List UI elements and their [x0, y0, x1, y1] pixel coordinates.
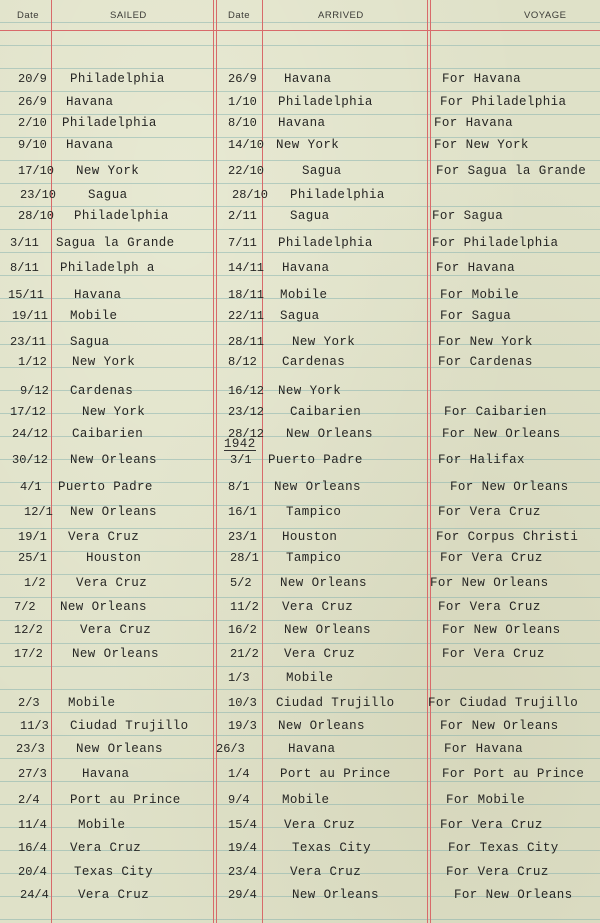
column-divider	[427, 0, 428, 923]
sailed-port: Vera Cruz	[76, 576, 148, 590]
voyage-destination: For New Orleans	[442, 427, 561, 441]
arrived-date: 9/4	[228, 793, 250, 807]
sailed-port: New Orleans	[60, 600, 147, 614]
arrived-date: 29/4	[228, 888, 257, 902]
sailed-port: New York	[72, 355, 136, 369]
voyage-destination: For Ciudad Trujillo	[428, 696, 579, 710]
voyage-destination: For New York	[438, 335, 533, 349]
arrived-date: 8/12	[228, 355, 257, 369]
sailed-date: 2/10	[18, 116, 47, 130]
sailed-port: Philadelphia	[70, 72, 165, 86]
sailed-port: Philadelphia	[62, 116, 157, 130]
header-sailed: SAILED	[110, 10, 147, 21]
sailed-port: Caibarien	[72, 427, 144, 441]
voyage-destination: For Vera Cruz	[442, 647, 545, 661]
arrived-port: Vera Cruz	[284, 647, 356, 661]
sailed-port: New Orleans	[70, 505, 157, 519]
arrived-date: 2/11	[228, 209, 257, 223]
column-divider	[430, 0, 431, 923]
sailed-date: 3/11	[10, 236, 39, 250]
voyage-destination: For Havana	[444, 742, 524, 756]
sailed-date: 4/1	[20, 480, 42, 494]
sailed-date: 8/11	[10, 261, 39, 275]
sailed-date: 19/1	[18, 530, 47, 544]
arrived-port: New Orleans	[274, 480, 361, 494]
arrived-date: 8/1	[228, 480, 250, 494]
year-note: 1942	[224, 437, 256, 451]
sailed-date: 17/12	[10, 405, 47, 419]
sailed-date: 26/9	[18, 95, 47, 109]
arrived-port: Mobile	[280, 288, 328, 302]
arrived-date: 21/2	[230, 647, 259, 661]
sailed-date: 15/11	[8, 288, 45, 302]
arrived-port: Texas City	[292, 841, 372, 855]
sailed-date: 25/1	[18, 551, 47, 565]
arrived-date: 23/12	[228, 405, 265, 419]
arrived-port: Ciudad Trujillo	[276, 696, 395, 710]
sailed-port: Mobile	[70, 309, 118, 323]
sailed-port: Cardenas	[70, 384, 134, 398]
voyage-destination: For Texas City	[448, 841, 559, 855]
arrived-date: 15/4	[228, 818, 257, 832]
arrived-port: Sagua	[290, 209, 330, 223]
arrived-port: Vera Cruz	[284, 818, 356, 832]
sailed-port: Ciudad Trujillo	[70, 719, 189, 733]
sailed-port: Puerto Padre	[58, 480, 153, 494]
arrived-port: Cardenas	[282, 355, 346, 369]
arrived-port: Havana	[278, 116, 326, 130]
arrived-date: 14/10	[228, 138, 265, 152]
sailed-port: Havana	[82, 767, 130, 781]
arrived-date: 16/12	[228, 384, 265, 398]
arrived-port: Havana	[282, 261, 330, 275]
arrived-date: 19/4	[228, 841, 257, 855]
header-arrived-date: Date	[228, 10, 251, 21]
arrived-port: Vera Cruz	[282, 600, 354, 614]
arrived-date: 1/10	[228, 95, 257, 109]
arrived-date: 26/3	[216, 742, 245, 756]
arrived-port: Tampico	[286, 551, 342, 565]
voyage-destination: For Caibarien	[444, 405, 547, 419]
voyage-destination: For New Orleans	[442, 623, 561, 637]
sailed-date: 27/3	[18, 767, 47, 781]
arrived-date: 11/2	[230, 600, 259, 614]
voyage-destination: For Vera Cruz	[440, 818, 543, 832]
arrived-date: 1/3	[228, 671, 250, 685]
arrived-port: Sagua	[302, 164, 342, 178]
sailed-port: New York	[76, 164, 140, 178]
arrived-date: 16/1	[228, 505, 257, 519]
arrived-port: Caibarien	[290, 405, 362, 419]
column-divider	[216, 0, 217, 923]
arrived-date: 28/11	[228, 335, 265, 349]
arrived-date: 19/3	[228, 719, 257, 733]
arrived-date: 23/4	[228, 865, 257, 879]
sailed-date: 28/10	[18, 209, 55, 223]
arrived-date: 14/11	[228, 261, 265, 275]
sailed-date: 12/2	[14, 623, 43, 637]
sailed-date: 24/12	[12, 427, 49, 441]
voyage-destination: For New Orleans	[430, 576, 549, 590]
arrived-port: Philadelphia	[278, 95, 373, 109]
sailed-date: 11/3	[20, 719, 49, 733]
header-voyage: VOYAGE	[524, 10, 567, 21]
sailed-port: Port au Prince	[70, 793, 181, 807]
arrived-date: 1/4	[228, 767, 250, 781]
sailed-port: New Orleans	[72, 647, 159, 661]
arrived-port: Havana	[288, 742, 336, 756]
arrived-port: Philadelphia	[290, 188, 385, 202]
sailed-port: New Orleans	[76, 742, 163, 756]
voyage-destination: For Corpus Christi	[436, 530, 579, 544]
sailed-date: 23/11	[10, 335, 47, 349]
arrived-port: New York	[276, 138, 340, 152]
sailed-date: 9/12	[20, 384, 49, 398]
sailed-port: Texas City	[74, 865, 154, 879]
arrived-port: Mobile	[282, 793, 330, 807]
sailed-port: Sagua	[70, 335, 110, 349]
sailed-port: Sagua	[88, 188, 128, 202]
sailed-port: Houston	[86, 551, 142, 565]
voyage-destination: For Vera Cruz	[446, 865, 549, 879]
sailed-port: Philadelphia	[74, 209, 169, 223]
sailed-date: 1/2	[24, 576, 46, 590]
header-sailed-date: Date	[17, 10, 40, 21]
sailed-port: New York	[82, 405, 146, 419]
sailed-date: 19/11	[12, 309, 49, 323]
voyage-destination: For Philadelphia	[432, 236, 559, 250]
sailed-port: Vera Cruz	[78, 888, 150, 902]
arrived-date: 28/1	[230, 551, 259, 565]
arrived-port: Philadelphia	[278, 236, 373, 250]
sailed-date: 23/3	[16, 742, 45, 756]
sailed-port: Vera Cruz	[80, 623, 152, 637]
sailed-date: 12/1	[24, 505, 53, 519]
arrived-date: 22/11	[228, 309, 265, 323]
sailed-date: 1/12	[18, 355, 47, 369]
voyage-destination: For Port au Prince	[442, 767, 585, 781]
arrived-port: Vera Cruz	[290, 865, 362, 879]
sailed-date: 16/4	[18, 841, 47, 855]
voyage-destination: For Halifax	[438, 453, 525, 467]
voyage-destination: For Philadelphia	[440, 95, 567, 109]
voyage-destination: For Havana	[442, 72, 522, 86]
sailed-date: 30/12	[12, 453, 49, 467]
sailed-port: Philadelph a	[60, 261, 155, 275]
voyage-destination: For New Orleans	[440, 719, 559, 733]
arrived-port: Port au Prince	[280, 767, 391, 781]
sailed-port: Havana	[66, 95, 114, 109]
sailed-port: Havana	[74, 288, 122, 302]
sailed-date: 20/4	[18, 865, 47, 879]
sailed-date: 2/3	[18, 696, 40, 710]
voyage-destination: For New York	[434, 138, 529, 152]
voyage-destination: For New Orleans	[454, 888, 573, 902]
header-rule	[0, 30, 600, 31]
voyage-destination: For Havana	[434, 116, 514, 130]
voyage-destination: For New Orleans	[450, 480, 569, 494]
arrived-date: 28/12	[228, 427, 265, 441]
column-divider	[213, 0, 214, 923]
sailed-date: 11/4	[18, 818, 47, 832]
sailed-port: New Orleans	[70, 453, 157, 467]
sailed-date: 2/4	[18, 793, 40, 807]
arrived-port: New Orleans	[280, 576, 367, 590]
voyage-destination: For Sagua	[440, 309, 512, 323]
arrived-date: 18/11	[228, 288, 265, 302]
arrived-port: Havana	[284, 72, 332, 86]
arrived-date: 7/11	[228, 236, 257, 250]
arrived-date: 16/2	[228, 623, 257, 637]
column-divider	[51, 0, 52, 923]
arrived-date: 26/9	[228, 72, 257, 86]
arrived-date: 5/2	[230, 576, 252, 590]
voyage-destination: For Havana	[436, 261, 516, 275]
sailed-date: 24/4	[20, 888, 49, 902]
sailed-date: 23/10	[20, 188, 57, 202]
arrived-port: Puerto Padre	[268, 453, 363, 467]
arrived-port: New Orleans	[286, 427, 373, 441]
voyage-destination: For Vera Cruz	[438, 600, 541, 614]
voyage-destination: For Mobile	[440, 288, 520, 302]
arrived-date: 10/3	[228, 696, 257, 710]
voyage-destination: For Vera Cruz	[440, 551, 543, 565]
voyage-destination: For Sagua	[432, 209, 504, 223]
header-arrived: ARRIVED	[318, 10, 364, 21]
sailed-date: 17/2	[14, 647, 43, 661]
arrived-port: Houston	[282, 530, 338, 544]
sailed-port: Havana	[66, 138, 114, 152]
sailed-date: 20/9	[18, 72, 47, 86]
voyage-destination: For Mobile	[446, 793, 526, 807]
arrived-date: 8/10	[228, 116, 257, 130]
arrived-port: New York	[278, 384, 342, 398]
arrived-port: New Orleans	[284, 623, 371, 637]
sailed-date: 7/2	[14, 600, 36, 614]
voyage-destination: For Sagua la Grande	[436, 164, 587, 178]
sailed-port: Vera Cruz	[70, 841, 142, 855]
arrived-date: 22/10	[228, 164, 265, 178]
sailed-date: 9/10	[18, 138, 47, 152]
arrived-port: Tampico	[286, 505, 342, 519]
arrived-date: 28/10	[232, 188, 269, 202]
sailed-port: Sagua la Grande	[56, 236, 175, 250]
arrived-port: New Orleans	[278, 719, 365, 733]
sailed-date: 17/10	[18, 164, 55, 178]
arrived-port: Mobile	[286, 671, 334, 685]
arrived-port: New Orleans	[292, 888, 379, 902]
arrived-date: 3/1	[230, 453, 252, 467]
voyage-destination: For Cardenas	[438, 355, 533, 369]
sailed-port: Mobile	[78, 818, 126, 832]
voyage-destination: For Vera Cruz	[438, 505, 541, 519]
sailed-port: Vera Cruz	[68, 530, 140, 544]
sailed-port: Mobile	[68, 696, 116, 710]
arrived-date: 23/1	[228, 530, 257, 544]
arrived-port: New York	[292, 335, 356, 349]
arrived-port: Sagua	[280, 309, 320, 323]
